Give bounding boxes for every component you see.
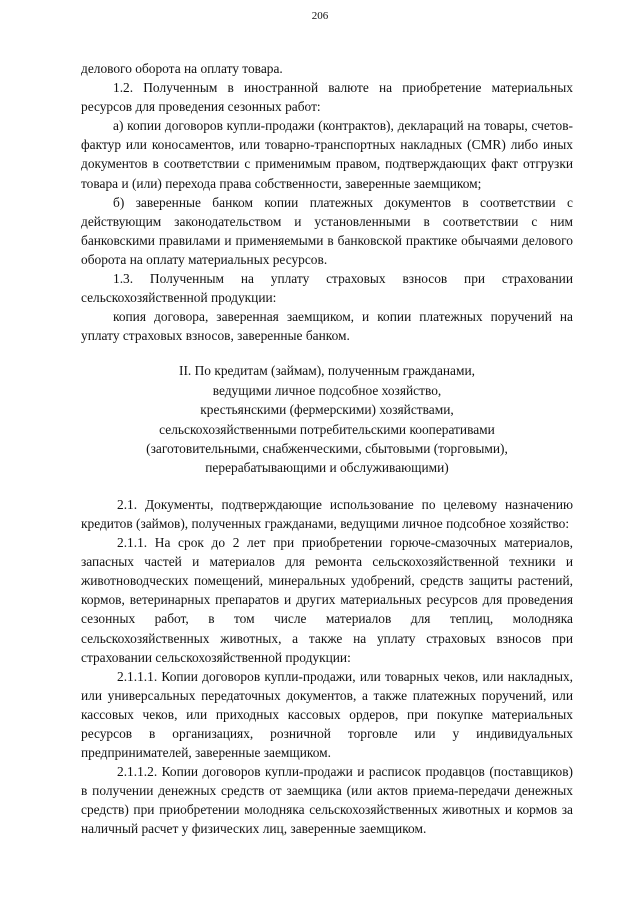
paragraph: 2.1.1. На срок до 2 лет при приобретении горюче-смазочных материалов, запасных частей и материалов для ремонта сельскохозяйственной техники и животноводческих помещений, минеральных удобрений, средств защиты растений, кормов, ветеринарных препаратов и других материальных ресурсов для проведения сезонных работ, в том числе материалов для теплиц, молодняка сельскохозяйственных животных, а также на уплату страховых взносов при страховании сельскохозяйственной продукции: [81,535,573,665]
section-heading-line: перерабатывающими и обслуживающими) [205,460,449,476]
document-body [81,59,573,839]
paragraph: 1.2. Полученным в иностранной валюте на приобретение материальных ресурсов для проведения сезонных работ: [81,80,573,115]
section-heading-line: II. По кредитам (займам), полученным гражданами, [179,363,475,379]
paragraph: б) заверенные банком копии платежных документов в соответствии с действующим законодательством и установленными в соответствии с ним банковскими правилами и применяемыми в банковской практике обычаями делового оборота на оплату материальных ресурсов. [81,194,573,267]
paragraph: а) копии договоров купли-продажи (контрактов), деклараций на товары, счетов-фактур или коносаментов, или товарно-транспортных накладных (CMR) либо иных документов в соответствии с применимым правом, подтверждающих факт отгрузки товара и (или) перехода права собственности, заверенные заемщиком; [81,118,573,191]
section-heading-line: крестьянскими (фермерскими) хозяйствами, [200,402,454,418]
paragraph: копия договора, заверенная заемщиком, и копии платежных поручений на уплату страховых взносов, заверенные банком. [81,309,573,344]
section-heading-line: ведущими личное подсобное хозяйство, [212,382,442,398]
section-heading-line: (заготовительными, снабженческими, сбытовыми (торговыми), [146,441,508,457]
paragraph: 1.3. Полученным на уплату страховых взносов при страховании сельскохозяйственной продукции: [81,271,573,306]
section-heading-line: сельскохозяйственными потребительскими кооперативами [159,421,495,437]
paragraph: 2.1. Документы, подтверждающие использование по целевому назначению кредитов (займов), полученных гражданами, ведущими личное подсобное хозяйство: [81,496,573,531]
paragraph: делового оборота на оплату товара. [81,61,283,76]
section-heading [81,361,573,477]
page-number: 206 [311,10,329,22]
paragraph: 2.1.1.2. Копии договоров купли-продажи и расписок продавцов (поставщиков) в получении денежных средств от заемщика (или актов приема-передачи денежных средств) при приобретении молодняка сельскохозяйственных животных и кормов за наличный расчет у физических лиц, заверенные заемщиком. [81,764,573,837]
paragraph: 2.1.1.1. Копии договоров купли-продажи, или товарных чеков, или накладных, или универсальных передаточных документов, а также платежных поручений, или кассовых чеков, или приходных кассовых ордеров, при покупке материальных ресурсов в организациях, розничной торговле или у индивидуальных предпринимателей, заверенные заемщиком. [81,668,573,761]
